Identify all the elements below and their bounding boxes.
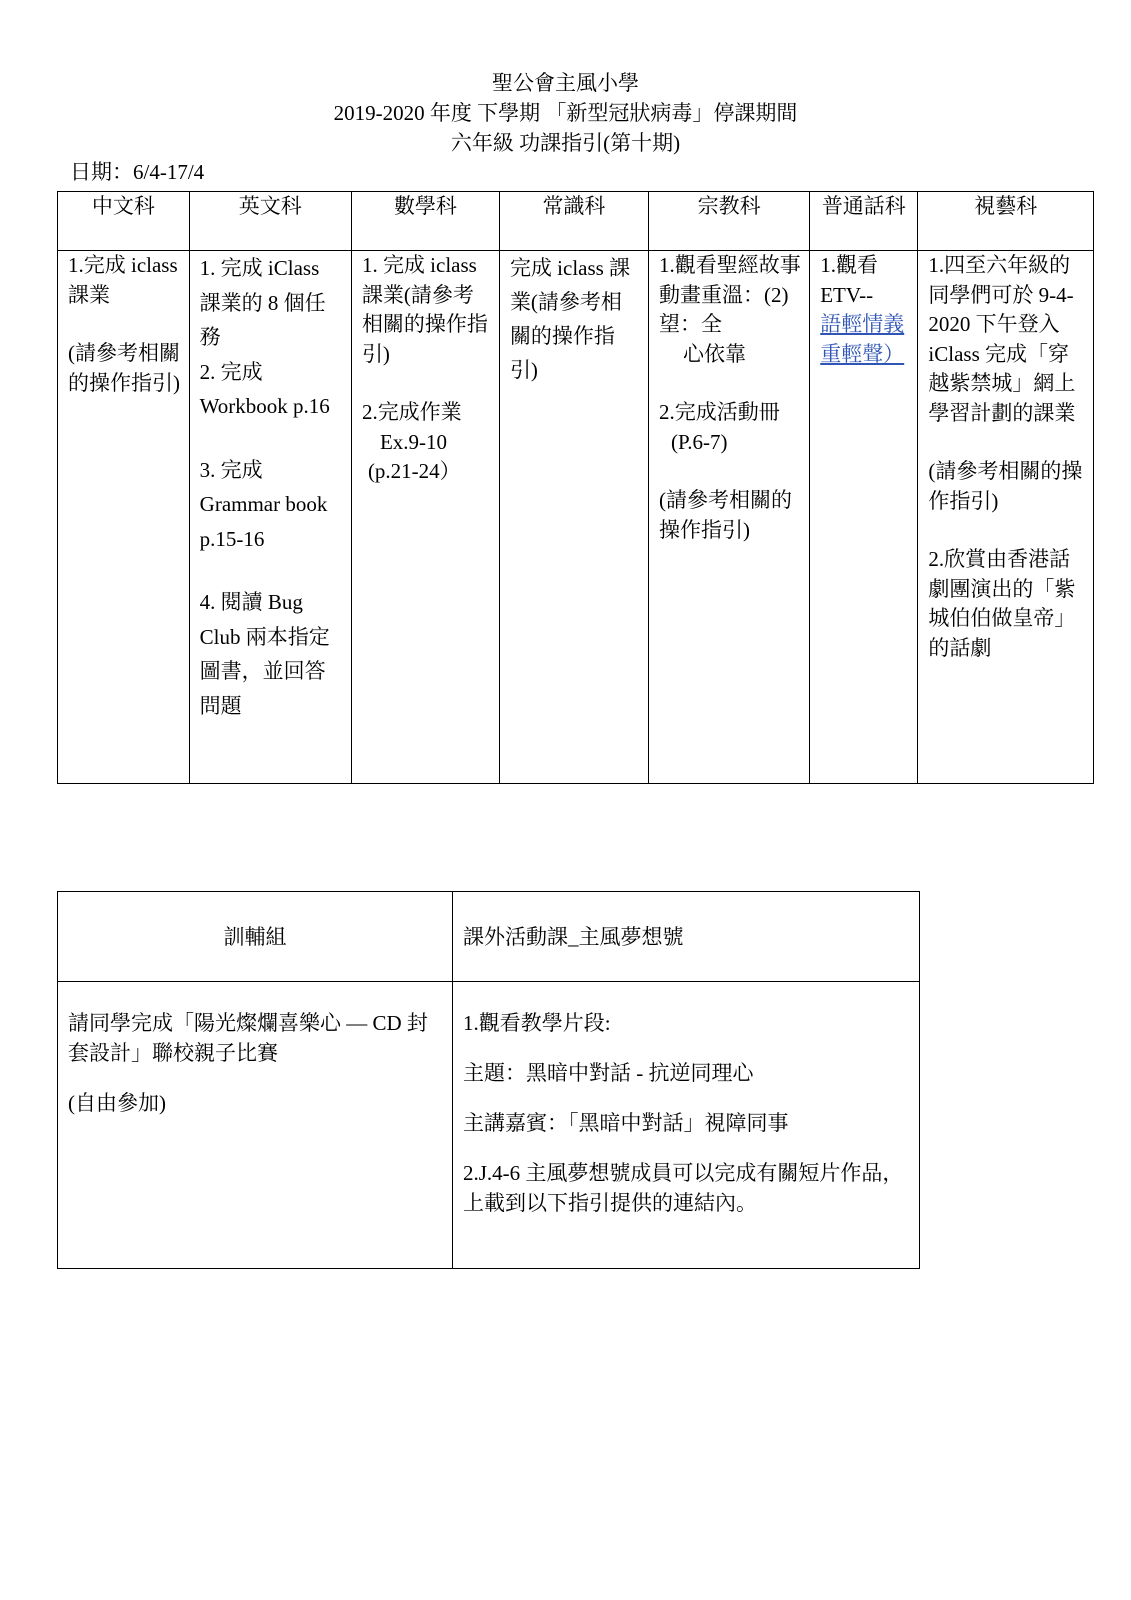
homework-content-row <box>58 251 1094 784</box>
col-header-math: 數學科 <box>351 192 499 251</box>
homework-header-row <box>58 192 1094 251</box>
cell-religion <box>648 251 809 784</box>
term-line: 2019-2020 年度 下學期 「新型冠狀病毒」停課期間 <box>333 101 798 125</box>
chinese-item-1: 1.完成 iclass 課業 <box>68 253 178 307</box>
cell-math <box>351 251 499 784</box>
art-item-1: 1.四至六年級的同學們可於 9-4-2020 下午登入 iClass 完成「穿越紫禁城」網上學習計劃的課業 <box>928 253 1076 425</box>
religion-note: (請參考相關的操作指引) <box>658 488 792 542</box>
eca-item-2: 2.J.4-6 主風夢想號成員可以完成有關短片作品，上載到以下指引提供的連結內。 <box>463 1161 904 1215</box>
cell-english <box>189 251 351 784</box>
spacer <box>200 556 343 585</box>
english-item-4: 4. 閱讀 Bug Club 兩本指定圖書，並回答問題 <box>199 590 330 718</box>
activities-header-row <box>58 892 920 982</box>
spacer <box>928 428 1085 457</box>
eca-speaker: 主講嘉賓：「黑暗中對話」視障同事 <box>463 1111 789 1135</box>
gs-item-1: 完成 iclass 課業(請參考相關的操作指引) <box>509 256 631 382</box>
cell-gs <box>499 251 648 784</box>
col-header-art: 視藝科 <box>918 192 1094 251</box>
cell-chinese <box>58 251 190 784</box>
document-title: 六年級 功課指引(第十期) <box>450 131 681 155</box>
religion-item-2-pages: (P.6-7) <box>670 429 728 454</box>
math-item-2-pages: (p.21-24） <box>367 459 461 483</box>
guidance-cell <box>58 982 453 1269</box>
spacer <box>362 369 491 398</box>
religion-item-1: 1.觀看聖經故事動畫重溫：(2)望：全 <box>658 253 801 336</box>
putonghua-item-1: 1.觀看 ETV-- <box>820 253 878 307</box>
english-item-3: 3. 完成 Grammar book p.15-16 <box>199 457 328 551</box>
math-item-2-exercise: Ex.9-10 <box>379 429 448 454</box>
cell-art <box>918 251 1094 784</box>
english-item-1: 1. 完成 iClass 課業的 8 個任務 <box>199 256 326 349</box>
col-header-english: 英文科 <box>189 192 351 251</box>
math-item-1: 1. 完成 iclass 課業(請參考相關的操作指引) <box>361 253 488 366</box>
art-item-2: 2.欣賞由香港話劇團演出的「紫城伯伯做皇帝」的話劇 <box>928 547 1076 660</box>
activities-content-row <box>58 982 920 1269</box>
english-item-2: 2. 完成 Workbook p.16 <box>199 359 330 418</box>
date-line: 日期：6/4-17/4 <box>70 160 205 184</box>
col-header-gs: 常識科 <box>499 192 648 251</box>
school-name: 聖公會主風小學 <box>492 71 639 95</box>
col-header-putonghua: 普通話科 <box>810 192 918 251</box>
guidance-header: 訓輔組 <box>58 892 453 982</box>
col-header-chinese: 中文科 <box>58 192 190 251</box>
guidance-note: (自由參加) <box>68 1091 166 1115</box>
spacer <box>659 369 801 398</box>
eca-topic: 主題：黑暗中對話 - 抗逆同理心 <box>463 1061 754 1085</box>
col-header-religion: 宗教科 <box>648 192 809 251</box>
spacer <box>659 457 801 486</box>
cell-putonghua <box>810 251 918 784</box>
spacer <box>928 516 1085 545</box>
religion-item-2: 2.完成活動冊 <box>658 400 780 424</box>
chinese-note: (請參考相關的操作指引) <box>68 341 180 395</box>
math-item-2: 2.完成作業 <box>361 400 462 424</box>
spacer <box>68 310 181 339</box>
guidance-item-1: 請同學完成「陽光燦爛喜樂心 — CD 封套設計」聯校親子比賽 <box>68 1011 428 1065</box>
putonghua-link[interactable]: 語輕情義重輕聲） <box>820 312 905 366</box>
eca-header: 課外活動課_主風夢想號 <box>453 892 920 982</box>
document-header <box>0 68 1131 158</box>
eca-cell <box>453 982 920 1269</box>
homework-table <box>57 191 1094 784</box>
eca-item-1: 1.觀看教學片段: <box>463 1011 611 1035</box>
art-note: (請參考相關的操作指引) <box>928 459 1083 513</box>
spacer <box>200 424 343 453</box>
activities-table <box>57 891 920 1269</box>
religion-item-1-cont: 心依靠 <box>682 341 746 366</box>
